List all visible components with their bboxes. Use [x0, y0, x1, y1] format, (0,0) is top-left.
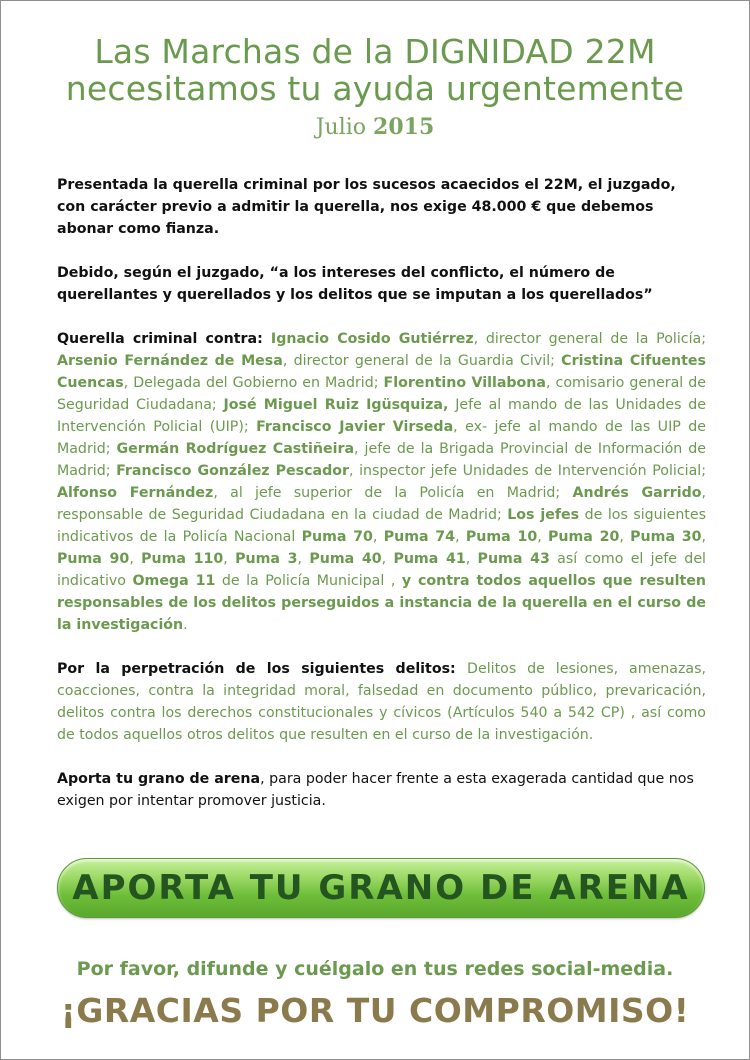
querella-text: , Delegada del Gobierno en Madrid;: [123, 375, 384, 391]
querella-name: Puma 74: [383, 529, 456, 545]
querella-text: de los siguientes indicativos de la Policía Nacional: [57, 507, 706, 545]
delitos-paragraph: [57, 658, 706, 746]
querella-name: Ignacio Cosido Gutiérrez: [270, 331, 474, 347]
querella-name: Puma 10: [465, 529, 538, 545]
querella-text: ,: [701, 529, 706, 545]
querella-name: y contra todos aquellos que resulten responsables de los delitos perseguidos a instancia de la querella en el curso de la investigación: [57, 573, 706, 633]
querella-text: , director general de la Guardia Civil;: [282, 353, 562, 369]
querella-paragraph: [57, 328, 706, 636]
querella-name: José Miguel Ruiz Igüsquiza,: [223, 397, 449, 413]
querella-name: Arsenio Fernández de Mesa: [57, 353, 283, 369]
querella-name: Cristina Cifuentes Cuencas: [57, 353, 706, 391]
querella-name: Francisco González Pescador: [116, 463, 349, 479]
intro-paragraph-2: Debido, según el juzgado, “a los intereses del conflicto, el número de querellantes y querellados y los delitos que se imputan a los querellados”: [57, 265, 653, 303]
querella-text: , comisario general de Seguridad Ciudadana;: [57, 375, 706, 413]
title-line-2: necesitamos tu ayuda urgentemente: [65, 69, 685, 108]
aporta-lead: Aporta tu grano de arena: [57, 771, 261, 787]
querella-text: ,: [619, 529, 631, 545]
querella-text: ,: [465, 551, 478, 567]
querella-parts: [57, 331, 706, 633]
querella-text: ,: [537, 529, 549, 545]
querella-name: Puma 30: [630, 529, 702, 545]
querella-text: ,: [129, 551, 142, 567]
thanks-message: ¡GRACIAS POR TU COMPROMISO!: [60, 991, 690, 1030]
querella-text: así como el jefe del indicativo: [57, 551, 706, 589]
querella-text: .: [183, 617, 188, 633]
delitos-lead: Por la perpetración de los siguientes delitos:: [57, 661, 468, 677]
querella-text: de la Policía Municipal ,: [215, 573, 402, 589]
aporta-paragraph: [57, 768, 706, 812]
querella-text: Jefe al mando de las Unidades de Intervención Policial (UIP);: [57, 397, 706, 435]
aporta-text: , para poder hacer frente a esta exagerada cantidad que nos exigen por intentar promover justicia.: [57, 771, 694, 809]
date-line: [1, 114, 749, 140]
querella-name: Florentino Villabona: [383, 375, 546, 391]
querella-name: Puma 3: [235, 551, 298, 567]
page-title: [1, 33, 749, 107]
querella-name: Puma 90: [57, 551, 130, 567]
querella-lead: Querella criminal contra:: [57, 331, 271, 347]
querella-text: , al jefe superior de la Policía en Madrid;: [213, 485, 573, 501]
querella-name: Puma 110: [141, 551, 224, 567]
querella-name: Germán Rodríguez Castiñeira: [116, 441, 355, 457]
querella-text: ,: [372, 529, 384, 545]
querella-text: ,: [223, 551, 236, 567]
title-line-1: Las Marchas de la DIGNIDAD 22M: [94, 32, 656, 71]
querella-text: ,: [381, 551, 394, 567]
querella-text: , jefe de la Brigada Provincial de Información de Madrid;: [57, 441, 706, 479]
querella-text: , responsable de Seguridad Ciudadana en la ciudad de Madrid;: [57, 485, 706, 523]
spread-message: Por favor, difunde y cuélgalo en tus redes social-media.: [76, 958, 674, 980]
querella-name: Los jefes: [507, 507, 580, 523]
querella-text: ,: [297, 551, 310, 567]
intro-paragraph-1: Presentada la querella criminal por los sucesos acaecidos el 22M, el juzgado, con carácter previo a admitir la querella, nos exige 48.000 € que debemos abonar como fianza.: [57, 177, 676, 237]
body-text: [57, 174, 706, 834]
querella-name: Puma 70: [301, 529, 373, 545]
querella-name: Francisco Javier Virseda: [256, 419, 454, 435]
date-year: 2015: [373, 114, 435, 140]
aporta-button[interactable]: APORTA TU GRANO DE ARENA: [57, 858, 705, 918]
delitos-text: Delitos de lesiones, amenazas, coacciones, contra la integridad moral, falsedad en documento público, prevaricación, delitos contra los derechos constitucionales y cívicos (Artículos 540 a 542 CP) , así como de todos aquellos otros delitos que resulten en el curso de la investigación.: [57, 661, 706, 743]
querella-name: Puma 20: [548, 529, 620, 545]
querella-text: , ex- jefe al mando de las UIP de Madrid;: [57, 419, 706, 457]
querella-name: Puma 41: [393, 551, 466, 567]
querella-name: Omega 11: [132, 573, 216, 589]
date-month: Julio: [315, 115, 367, 140]
querella-name: Andrés Garrido: [572, 485, 702, 501]
querella-name: Puma 40: [309, 551, 382, 567]
querella-text: ,: [455, 529, 466, 545]
querella-text: , director general de la Policía;: [473, 331, 706, 347]
querella-text: , inspector jefe Unidades de Intervención Policial;: [348, 463, 706, 479]
querella-name: Puma 43: [477, 551, 550, 567]
querella-name: Alfonso Fernández: [57, 485, 214, 501]
